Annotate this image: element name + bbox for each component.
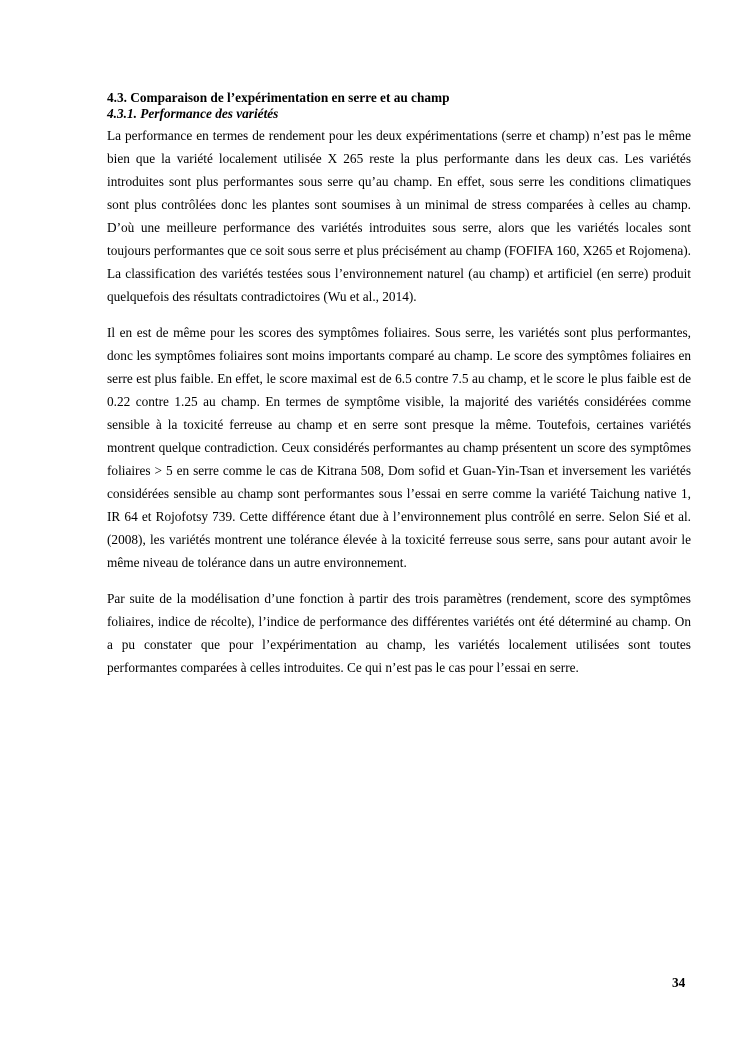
paragraph-indice-performance: Par suite de la modélisation d’une fonction à partir des trois paramètres (rendement, score des symptômes foliaires, indice de récolte), l’indice de performance des différentes variétés ont été déterminé au champ. On a pu constater que pour l’expérimentation au champ, les variétés localement utilisées sont toutes performantes comparées à celles introduites. Ce qui n’est pas le cas pour l’essai en serre. [107, 591, 691, 675]
paragraph-rendement: La performance en termes de rendement pour les deux expérimentations (serre et champ) n’est pas le même bien que la variété localement utilisée X 265 reste la plus performante dans les deux cas. Les variétés introduites sont plus performantes sous serre qu’au champ. En effet, sous serre les conditions climatiques sont plus contrôlées donc les plantes sont soumises à un minimal de stress comparées à celles au champ. D’où une meilleure performance des variétés introduites sous serre, alors que les variétés locales sont toujours performantes que ce soit sous serre et plus précisément au champ (FOFIFA 160, X265 et Rojomena). La classification des variétés testées sous l’environnement naturel (au champ) et artificiel (en serre) produit quelquefois des résultats contradictoires (Wu et al., 2014). [107, 128, 691, 304]
page-number: 34 [672, 975, 686, 990]
subsection-heading: 4.3.1. Performance des variétés [107, 106, 279, 121]
document-page [107, 90, 691, 692]
paragraph-symptomes: Il en est de même pour les scores des symptômes foliaires. Sous serre, les variétés sont plus performantes, donc les symptômes foliaires sont moins importants comparé au champ. Le score des symptômes foliaires en serre est plus faible. En effet, le score maximal est de 6.5 contre 7.5 au champ, et le score le plus faible est de 0.22 contre 1.25 au champ. En termes de symptôme visible, la majorité des variétés considérées comme sensible à la toxicité ferreuse au champ et en serre sont presque la même. Toutefois, certaines variétés montrent quelque contradiction. Ceux considérés performantes au champ présentent un score des symptômes foliaires > 5 en serre comme le cas de Kitrana 508, Dom sofid et Guan-Yin-Tsan et inversement les variétés considérées sensible au champ sont performantes sous l’essai en serre comme la variété Taichung native 1, IR 64 et Rojofotsy 739. Cette différence étant due à l’environnement plus contrôlé en serre. Selon Sié et al. (2008), les variétés montrent une tolérance élevée à la toxicité ferreuse sous serre, sans pour autant avoir le même niveau de tolérance dans un autre environnement. [107, 325, 691, 570]
section-heading: 4.3. Comparaison de l’expérimentation en serre et au champ [107, 90, 450, 105]
